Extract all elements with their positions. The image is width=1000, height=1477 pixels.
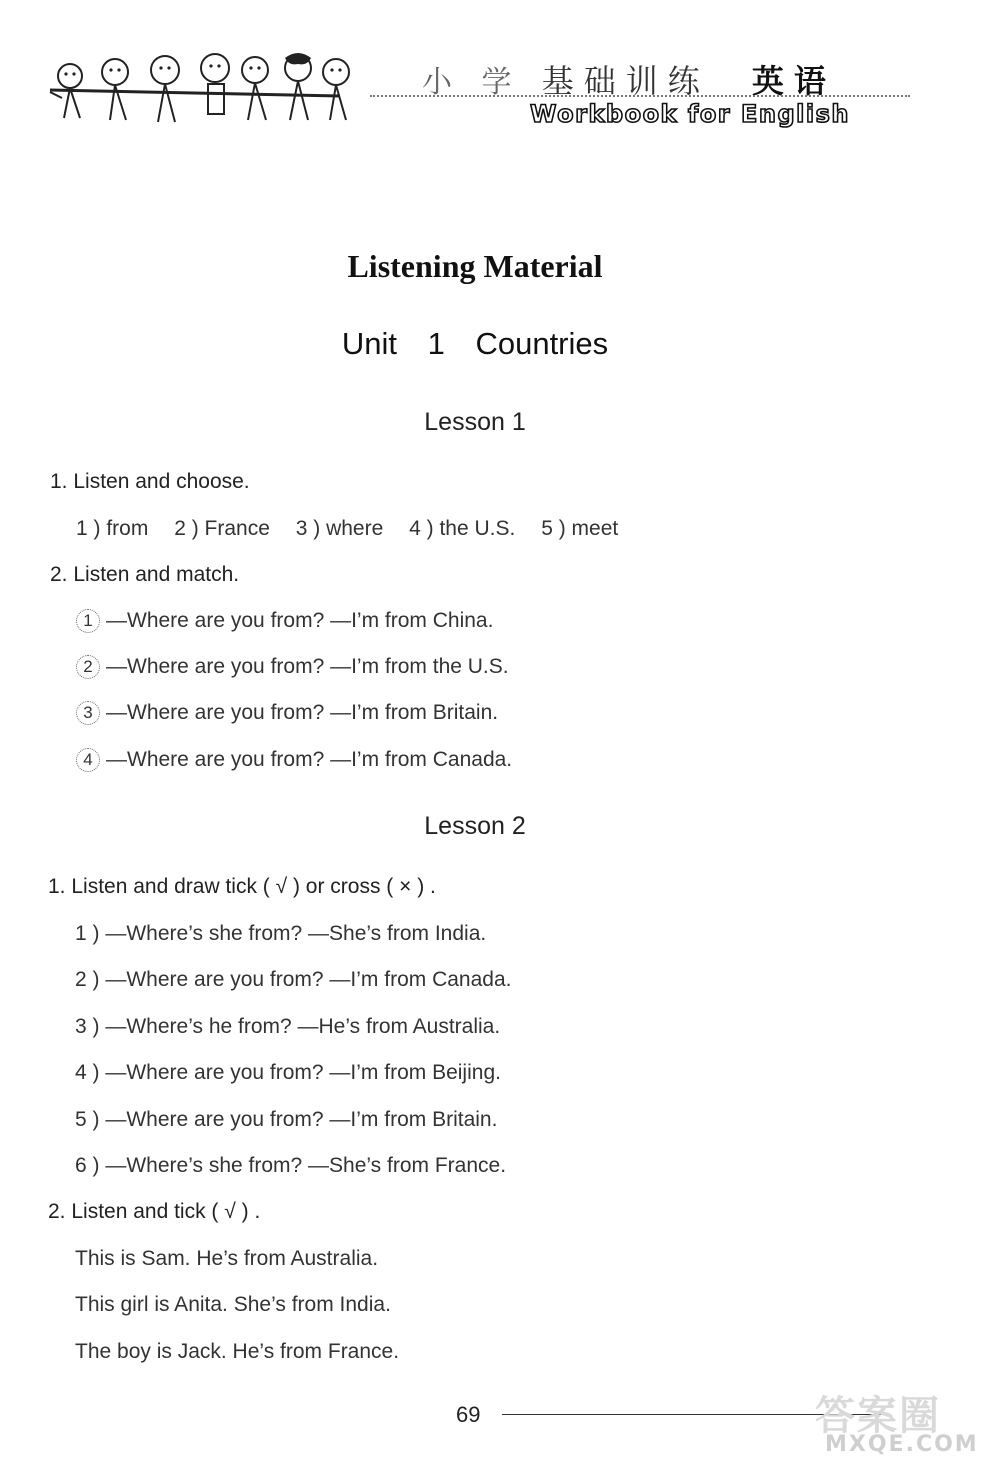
choice-item: 3 ) where <box>295 517 384 540</box>
match-item-text: —Where are you from? —I’m from Canada. <box>106 748 513 771</box>
dialogue-item: 5 ) —Where are you from? —I’m from Britain. <box>75 1108 498 1131</box>
lesson-2-section-2-label: 2. Listen and tick ( √ ) . <box>48 1200 261 1223</box>
header-cn-jichu: 基础训练 <box>541 62 710 100</box>
watermark-url: MXQE.COM <box>825 1432 979 1457</box>
dialogue-item: 2 ) —Where are you from? —I’m from Canada. <box>75 968 512 991</box>
lesson-1-choices-row <box>76 517 638 541</box>
dialogue-item: 1 ) —Where’s she from? —She’s from India. <box>75 922 487 945</box>
unit-heading: Unit 1 Countries <box>341 326 609 361</box>
watermark-logo: 答案圈 <box>815 1393 941 1439</box>
header-cn-xiaoxue: 小 学 <box>422 65 522 100</box>
circled-number: 1 <box>76 609 100 633</box>
page-number: 69 <box>456 1402 481 1427</box>
choice-item: 2 ) France <box>174 517 270 540</box>
tug-of-war-kids-illustration <box>40 48 360 138</box>
choice-item: 4 ) the U.S. <box>409 517 516 540</box>
match-item-text: —Where are you from? —I’m from the U.S. <box>106 655 509 678</box>
match-item-text: —Where are you from? —I’m from Britain. <box>106 701 499 724</box>
lesson-2-section-1-label: 1. Listen and draw tick ( √ ) or cross ( × ) . <box>48 875 436 898</box>
match-item <box>76 609 493 633</box>
statement-item: This is Sam. He’s from Australia. <box>75 1247 379 1270</box>
match-item <box>76 701 498 725</box>
match-item-text: —Where are you from? —I’m from China. <box>106 609 494 632</box>
header-cn-yingyu: 英语 <box>751 62 836 100</box>
circled-number: 2 <box>76 655 100 679</box>
choice-item: 1 ) from <box>76 517 149 540</box>
dialogue-item: 6 ) —Where’s she from? —She’s from France. <box>75 1154 507 1177</box>
lesson-1-section-2-label: 2. Listen and match. <box>50 563 240 586</box>
match-item <box>76 655 509 679</box>
header-english-title: Workbook for English <box>530 100 850 128</box>
lesson-1-section-1-label: 1. Listen and choose. <box>50 470 250 493</box>
page-header <box>40 40 920 140</box>
page-footer <box>440 1393 980 1457</box>
header-dotted-rule <box>370 95 910 97</box>
page-title: Listening Material <box>347 248 603 284</box>
lesson-2-heading: Lesson 2 <box>424 812 526 840</box>
statement-item: This girl is Anita. She’s from India. <box>75 1293 391 1316</box>
circled-number: 3 <box>76 701 100 725</box>
circled-number: 4 <box>76 748 100 772</box>
lesson-1-heading: Lesson 1 <box>424 408 526 436</box>
choice-item: 5 ) meet <box>541 517 619 540</box>
match-item <box>76 748 512 772</box>
dialogue-item: 3 ) —Where’s he from? —He’s from Australia. <box>75 1015 501 1038</box>
statement-item: The boy is Jack. He’s from France. <box>75 1340 400 1363</box>
dialogue-item: 4 ) —Where are you from? —I’m from Beijing. <box>75 1061 501 1084</box>
